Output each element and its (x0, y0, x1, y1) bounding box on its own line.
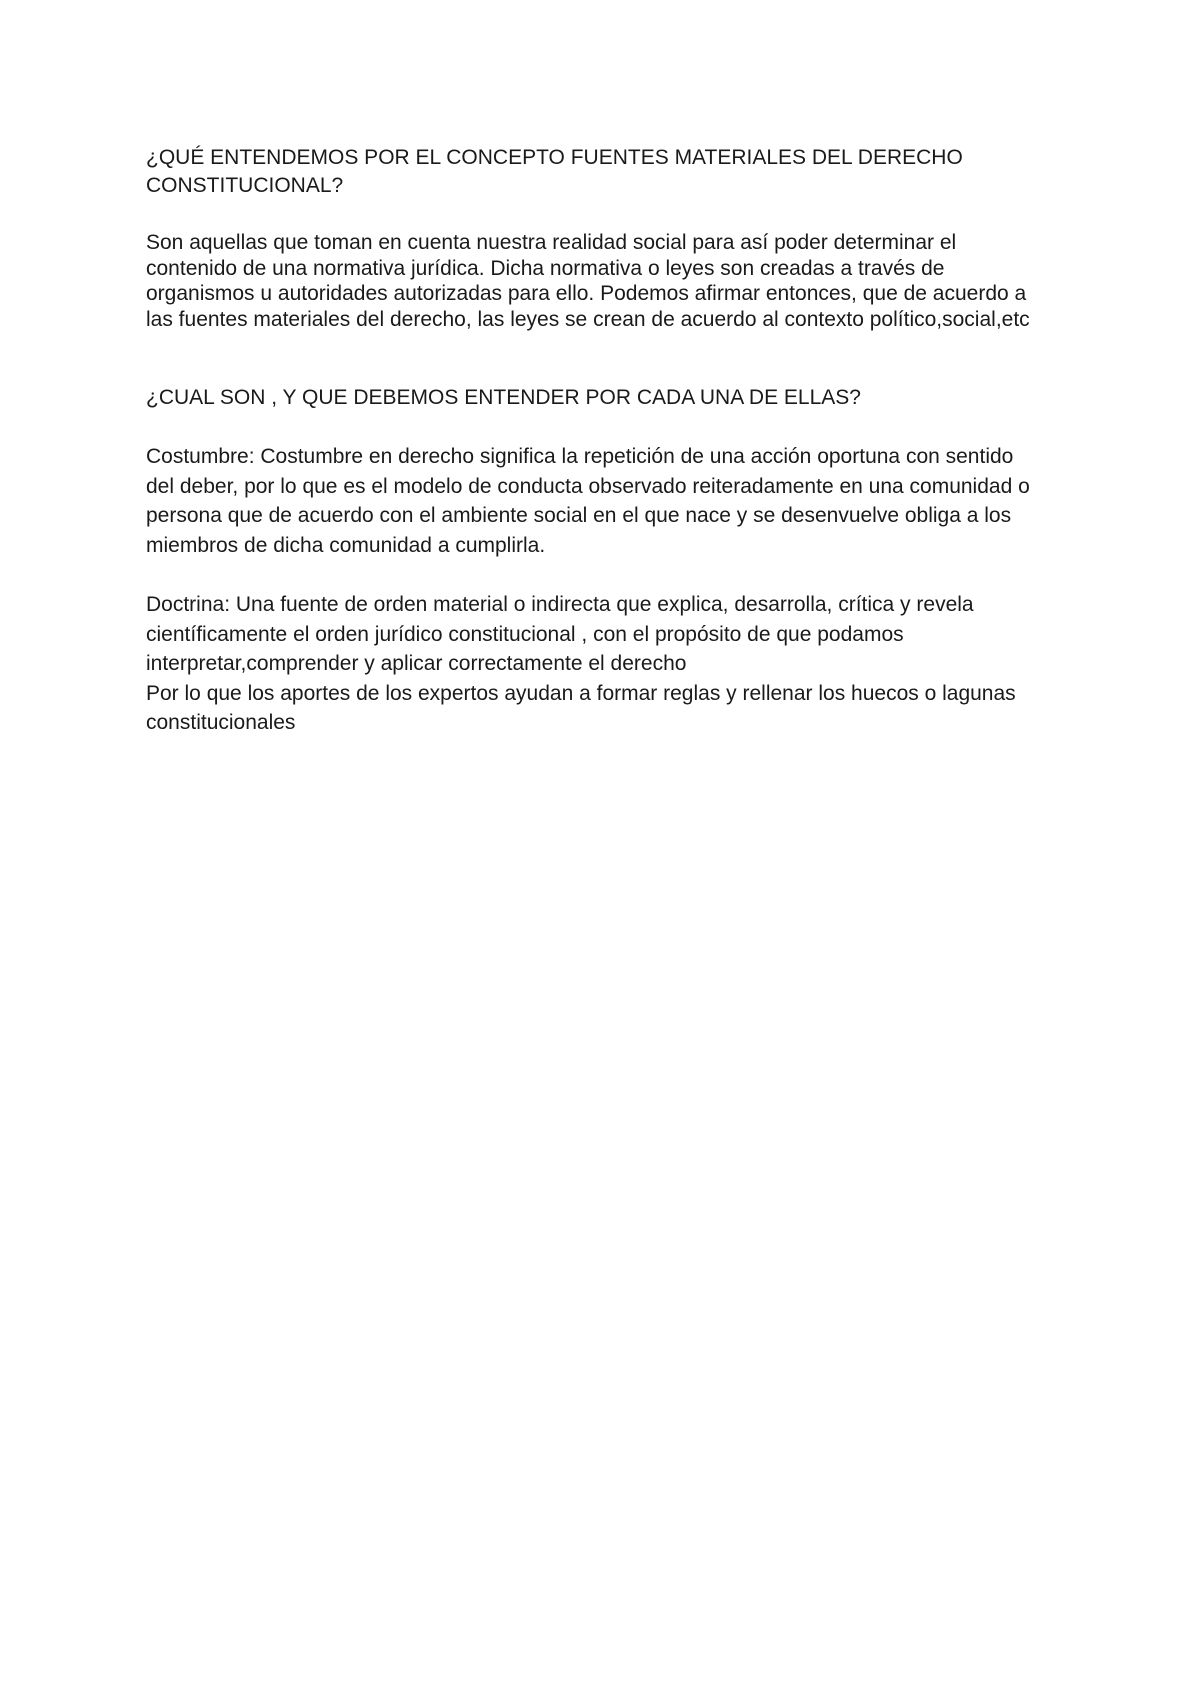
paragraph-costumbre: Costumbre: Costumbre en derecho significa la repetición de una acción oportuna con sentido del deber, por lo que es el modelo de conducta observado reiteradamente en una comunidad o persona que de acuerdo con el ambiente social en el que nace y se desenvuelve obliga a los miembros de dicha comunidad a cumplirla. (146, 445, 1030, 557)
question-heading-fuentes-materiales: ¿QUÉ ENTENDEMOS POR EL CONCEPTO FUENTES MATERIALES DEL DERECHO CONSTITUCIONAL? (146, 146, 963, 197)
answer-paragraph-fuentes-materiales: Son aquellas que toman en cuenta nuestra realidad social para así poder determinar el contenido de una normativa jurídica. Dicha normativa o leyes son creadas a través de organismos u autoridades autorizadas para ello. Podemos afirmar entonces, que de acuerdo a las fuentes materiales del derecho, las leyes se crean de acuerdo al contexto político,social,etc (146, 231, 1030, 331)
document-page (146, 144, 1046, 738)
paragraph-doctrina: Doctrina: Una fuente de orden material o indirecta que explica, desarrolla, crítica y revela científicamente el orden jurídico constitucional , con el propósito de que podamos interpretar,comprender y aplicar correctamente el derecho (146, 593, 974, 675)
question-heading-cuales-son: ¿CUAL SON , Y QUE DEBEMOS ENTENDER POR CADA UNA DE ELLAS? (146, 386, 861, 409)
paragraph-doctrina-continuation: Por lo que los aportes de los expertos ayudan a formar reglas y rellenar los huecos o lagunas constitucionales (146, 681, 1016, 734)
